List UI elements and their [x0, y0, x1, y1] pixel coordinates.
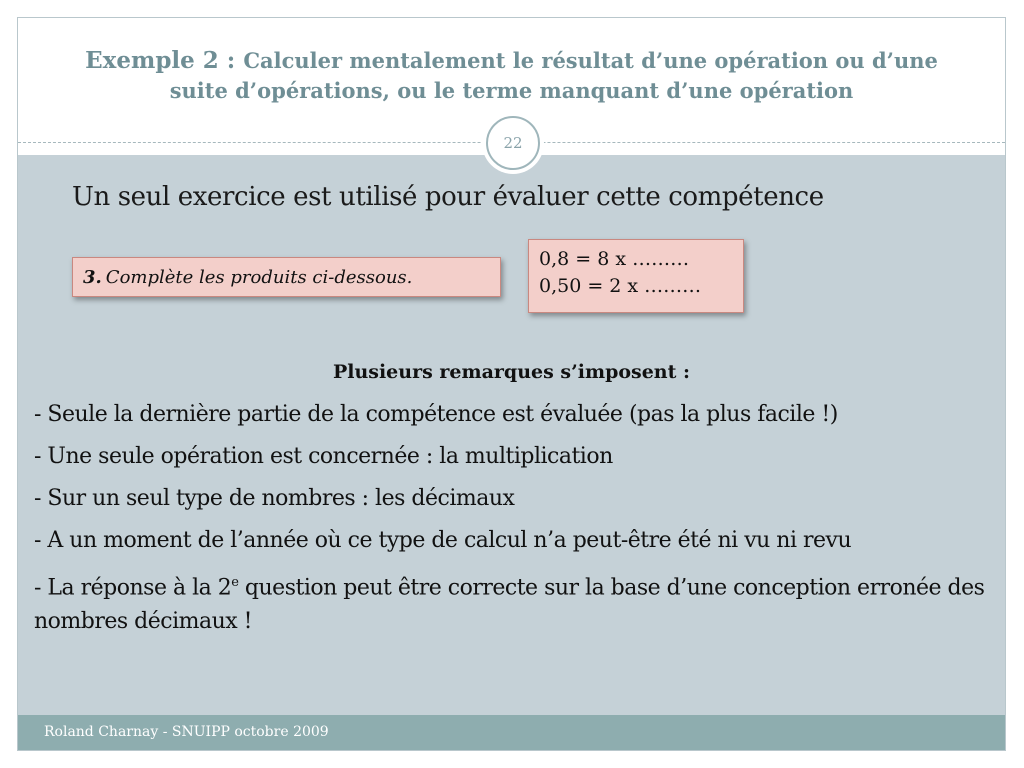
remark-item: - A un moment de l’année où ce type de calcul n’a peut-être été ni vu ni revu: [34, 528, 852, 553]
product-line: 0,8 = 8 x ………: [539, 248, 690, 270]
remark-text-end: question peut être correcte sur la base d’une conception erronée des nombres décimaux !: [34, 575, 985, 635]
title-text: Calculer mentalement le résultat d’une opération ou d’une suite d’opérations, ou le terme manquant d’une opération: [169, 48, 938, 103]
exercise-number: 3.: [83, 267, 102, 288]
remarks-heading: Plusieurs remarques s’imposent :: [332, 361, 691, 383]
footer-text: Roland Charnay - SNUIPP octobre 2009: [44, 724, 329, 740]
footer-bar: [18, 715, 1005, 750]
slide-title: [58, 46, 965, 106]
subtitle: Un seul exercice est utilisé pour évaluer cette compétence: [72, 182, 824, 212]
remark-item: [34, 566, 994, 639]
exercise-box: [72, 257, 501, 297]
remark-item: - Sur un seul type de nombres : les décimaux: [34, 486, 515, 511]
exercise-instruction: Complète les produits ci-dessous.: [105, 267, 413, 288]
slide-number-badge: 22: [486, 116, 540, 170]
ordinal-superscript: e: [231, 575, 239, 590]
remark-item: - Une seule opération est concernée : la multiplication: [34, 444, 613, 469]
remark-item: - Seule la dernière partie de la compétence est évaluée (pas la plus facile !): [34, 402, 838, 427]
title-prefix: Exemple 2 :: [85, 47, 244, 74]
product-line: 0,50 = 2 x ………: [539, 275, 702, 297]
remarks-list: [34, 398, 994, 647]
products-box: [528, 239, 744, 313]
remark-text-start: - La réponse à la 2: [34, 575, 232, 601]
